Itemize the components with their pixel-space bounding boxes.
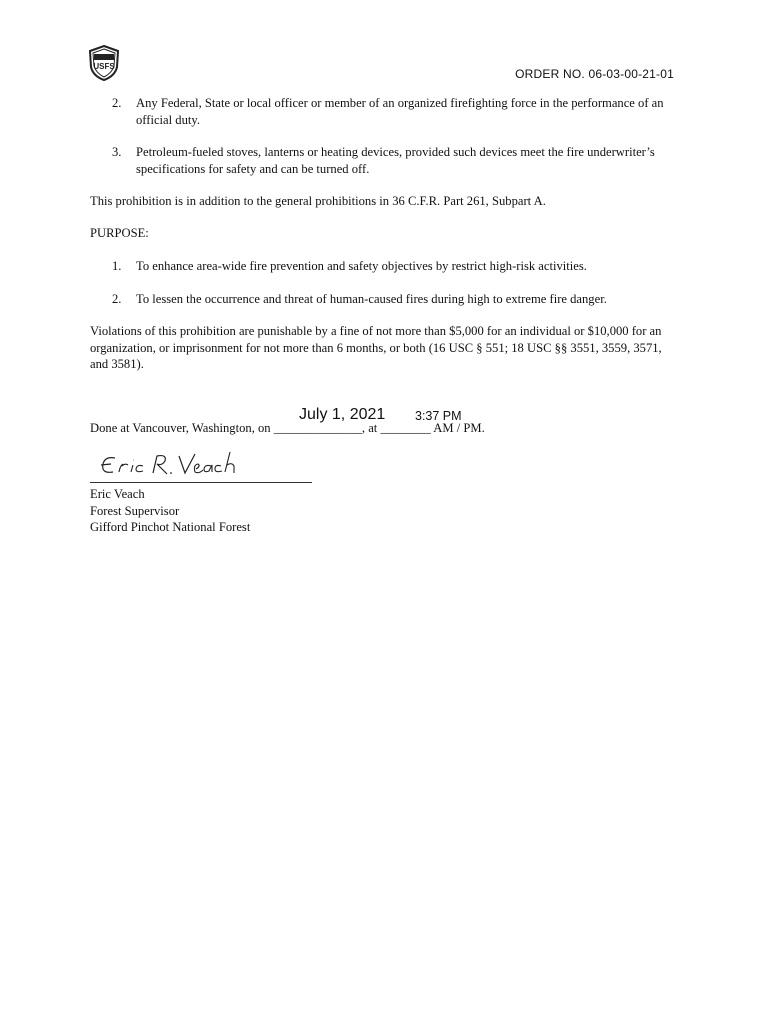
handwritten-signature	[95, 448, 245, 482]
filled-time: 3:37 PM	[415, 409, 462, 423]
at-label: , at	[361, 421, 378, 435]
signer-name: Eric Veach	[90, 487, 145, 501]
svg-text:USFS: USFS	[93, 62, 115, 71]
time-blank: ________	[380, 421, 431, 435]
purpose-item-text: To lessen the occurrence and threat of human-caused fires during high to extreme fire danger.	[136, 292, 607, 306]
done-prefix: Done at Vancouver, Washington, on	[90, 421, 271, 435]
purpose-item-number: 2.	[112, 292, 122, 306]
filled-date: July 1, 2021	[299, 406, 386, 423]
exemption-item-text: Petroleum-fueled stoves, lanterns or heating devices, provided such devices meet the fire underwriter’s specifications for safety and can be turned off.	[136, 145, 655, 176]
date-blank: ______________	[273, 421, 362, 435]
purpose-item-text: To enhance area-wide fire prevention and safety objectives by restrict high-risk activities.	[136, 259, 587, 273]
order-number: ORDER NO. 06-03-00-21-01	[515, 67, 674, 81]
am-pm-label: AM / PM.	[433, 421, 485, 435]
additional-prohibition-note: This prohibition is in addition to the general prohibitions in 36 C.F.R. Part 261, Subpart A.	[90, 194, 546, 208]
purpose-heading: PURPOSE:	[90, 226, 149, 240]
exemption-item-text: Any Federal, State or local officer or member of an organized firefighting force in the performance of an official duty.	[136, 96, 664, 127]
violations-paragraph: Violations of this prohibition are punishable by a fine of not more than $5,000 for an individual or $10,000 for an organization, or imprisonment for not more than 6 months, or both (16 USC § 551; 18 USC §§ 3551, 3559, 3571, and 3581).	[90, 324, 662, 371]
signer-unit: Gifford Pinchot National Forest	[90, 520, 251, 534]
signer-title: Forest Supervisor	[90, 503, 180, 518]
usda-forest-service-shield-icon	[87, 45, 121, 81]
signature-block	[90, 486, 250, 536]
purpose-item-number: 1.	[112, 259, 122, 273]
exemption-item-number: 2.	[112, 96, 122, 110]
exemption-item-number: 3.	[112, 145, 122, 159]
signature-line	[90, 482, 312, 483]
done-at-line	[90, 421, 485, 436]
